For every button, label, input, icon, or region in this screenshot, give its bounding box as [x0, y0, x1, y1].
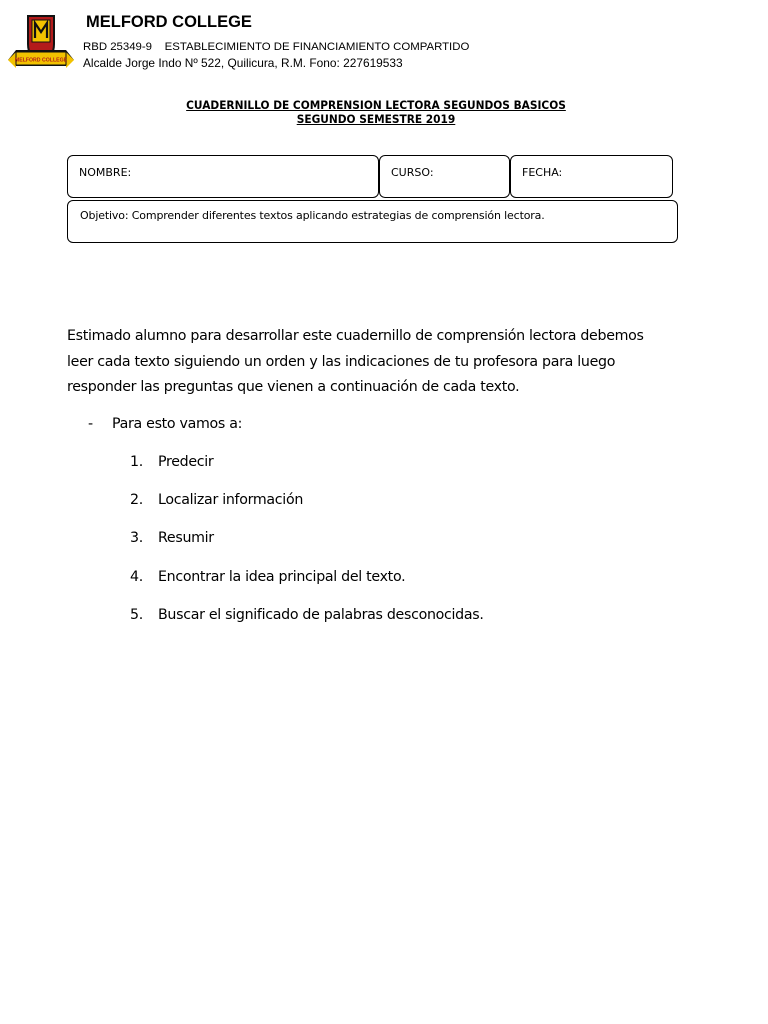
logo-banner-text: MELFORD COLLEGE: [14, 57, 68, 64]
step-number: 4.: [130, 568, 143, 585]
intro-line-1: Estimado alumno para desarrollar este cuadernillo de comprensión lectora debemos: [67, 328, 644, 344]
list-item: [130, 607, 484, 645]
fecha-label: FECHA:: [522, 166, 563, 179]
document-title: [119, 99, 632, 126]
step-text: Buscar el significado de palabras desconocidas.: [158, 606, 484, 623]
objetivo-box: [67, 200, 678, 243]
list-item: [130, 454, 484, 492]
fecha-field[interactable]: [510, 155, 673, 198]
intro-paragraph: [67, 324, 707, 401]
intro-line-2: leer cada texto siguiendo un orden y las indicaciones de tu profesora para luego: [67, 353, 616, 370]
step-text: Localizar información: [158, 492, 304, 509]
steps-list: [130, 454, 484, 645]
step-number: 1.: [130, 454, 143, 470]
address-line: Alcalde Jorge Indo Nº 522, Quilicura, R.M. Fono: 227619533: [83, 56, 403, 70]
curso-label: CURSO:: [391, 166, 434, 179]
school-name: MELFORD COLLEGE: [86, 13, 252, 31]
nombre-field[interactable]: [67, 155, 379, 198]
list-item: [130, 569, 484, 607]
list-item: [130, 492, 484, 530]
school-logo: [6, 12, 76, 74]
curso-field[interactable]: [379, 155, 510, 198]
step-text: Predecir: [158, 454, 214, 470]
intro-line-3: responder las preguntas que vienen a continuación de cada texto.: [67, 379, 520, 396]
dash-bullet: -: [88, 416, 93, 432]
step-text: Encontrar la idea principal del texto.: [158, 568, 406, 585]
list-item: [130, 530, 484, 568]
step-number: 3.: [130, 530, 143, 547]
lead-in-item: [88, 416, 242, 432]
lead-in-text: Para esto vamos a:: [112, 416, 243, 432]
title-line-1: CUADERNILLO DE COMPRENSION LECTORA SEGUNDOS BASICOS: [186, 98, 566, 112]
nombre-label: NOMBRE:: [79, 166, 132, 179]
step-number: 5.: [130, 606, 143, 623]
rbd-line: RBD 25349-9 ESTABLECIMIENTO DE FINANCIAMIENTO COMPARTIDO: [83, 41, 470, 53]
objetivo-text: Objetivo: Comprender diferentes textos aplicando estrategias de comprensión lectora.: [80, 209, 545, 222]
step-text: Resumir: [158, 530, 214, 547]
title-line-2: SEGUNDO SEMESTRE 2019: [296, 111, 456, 126]
step-number: 2.: [130, 492, 143, 509]
